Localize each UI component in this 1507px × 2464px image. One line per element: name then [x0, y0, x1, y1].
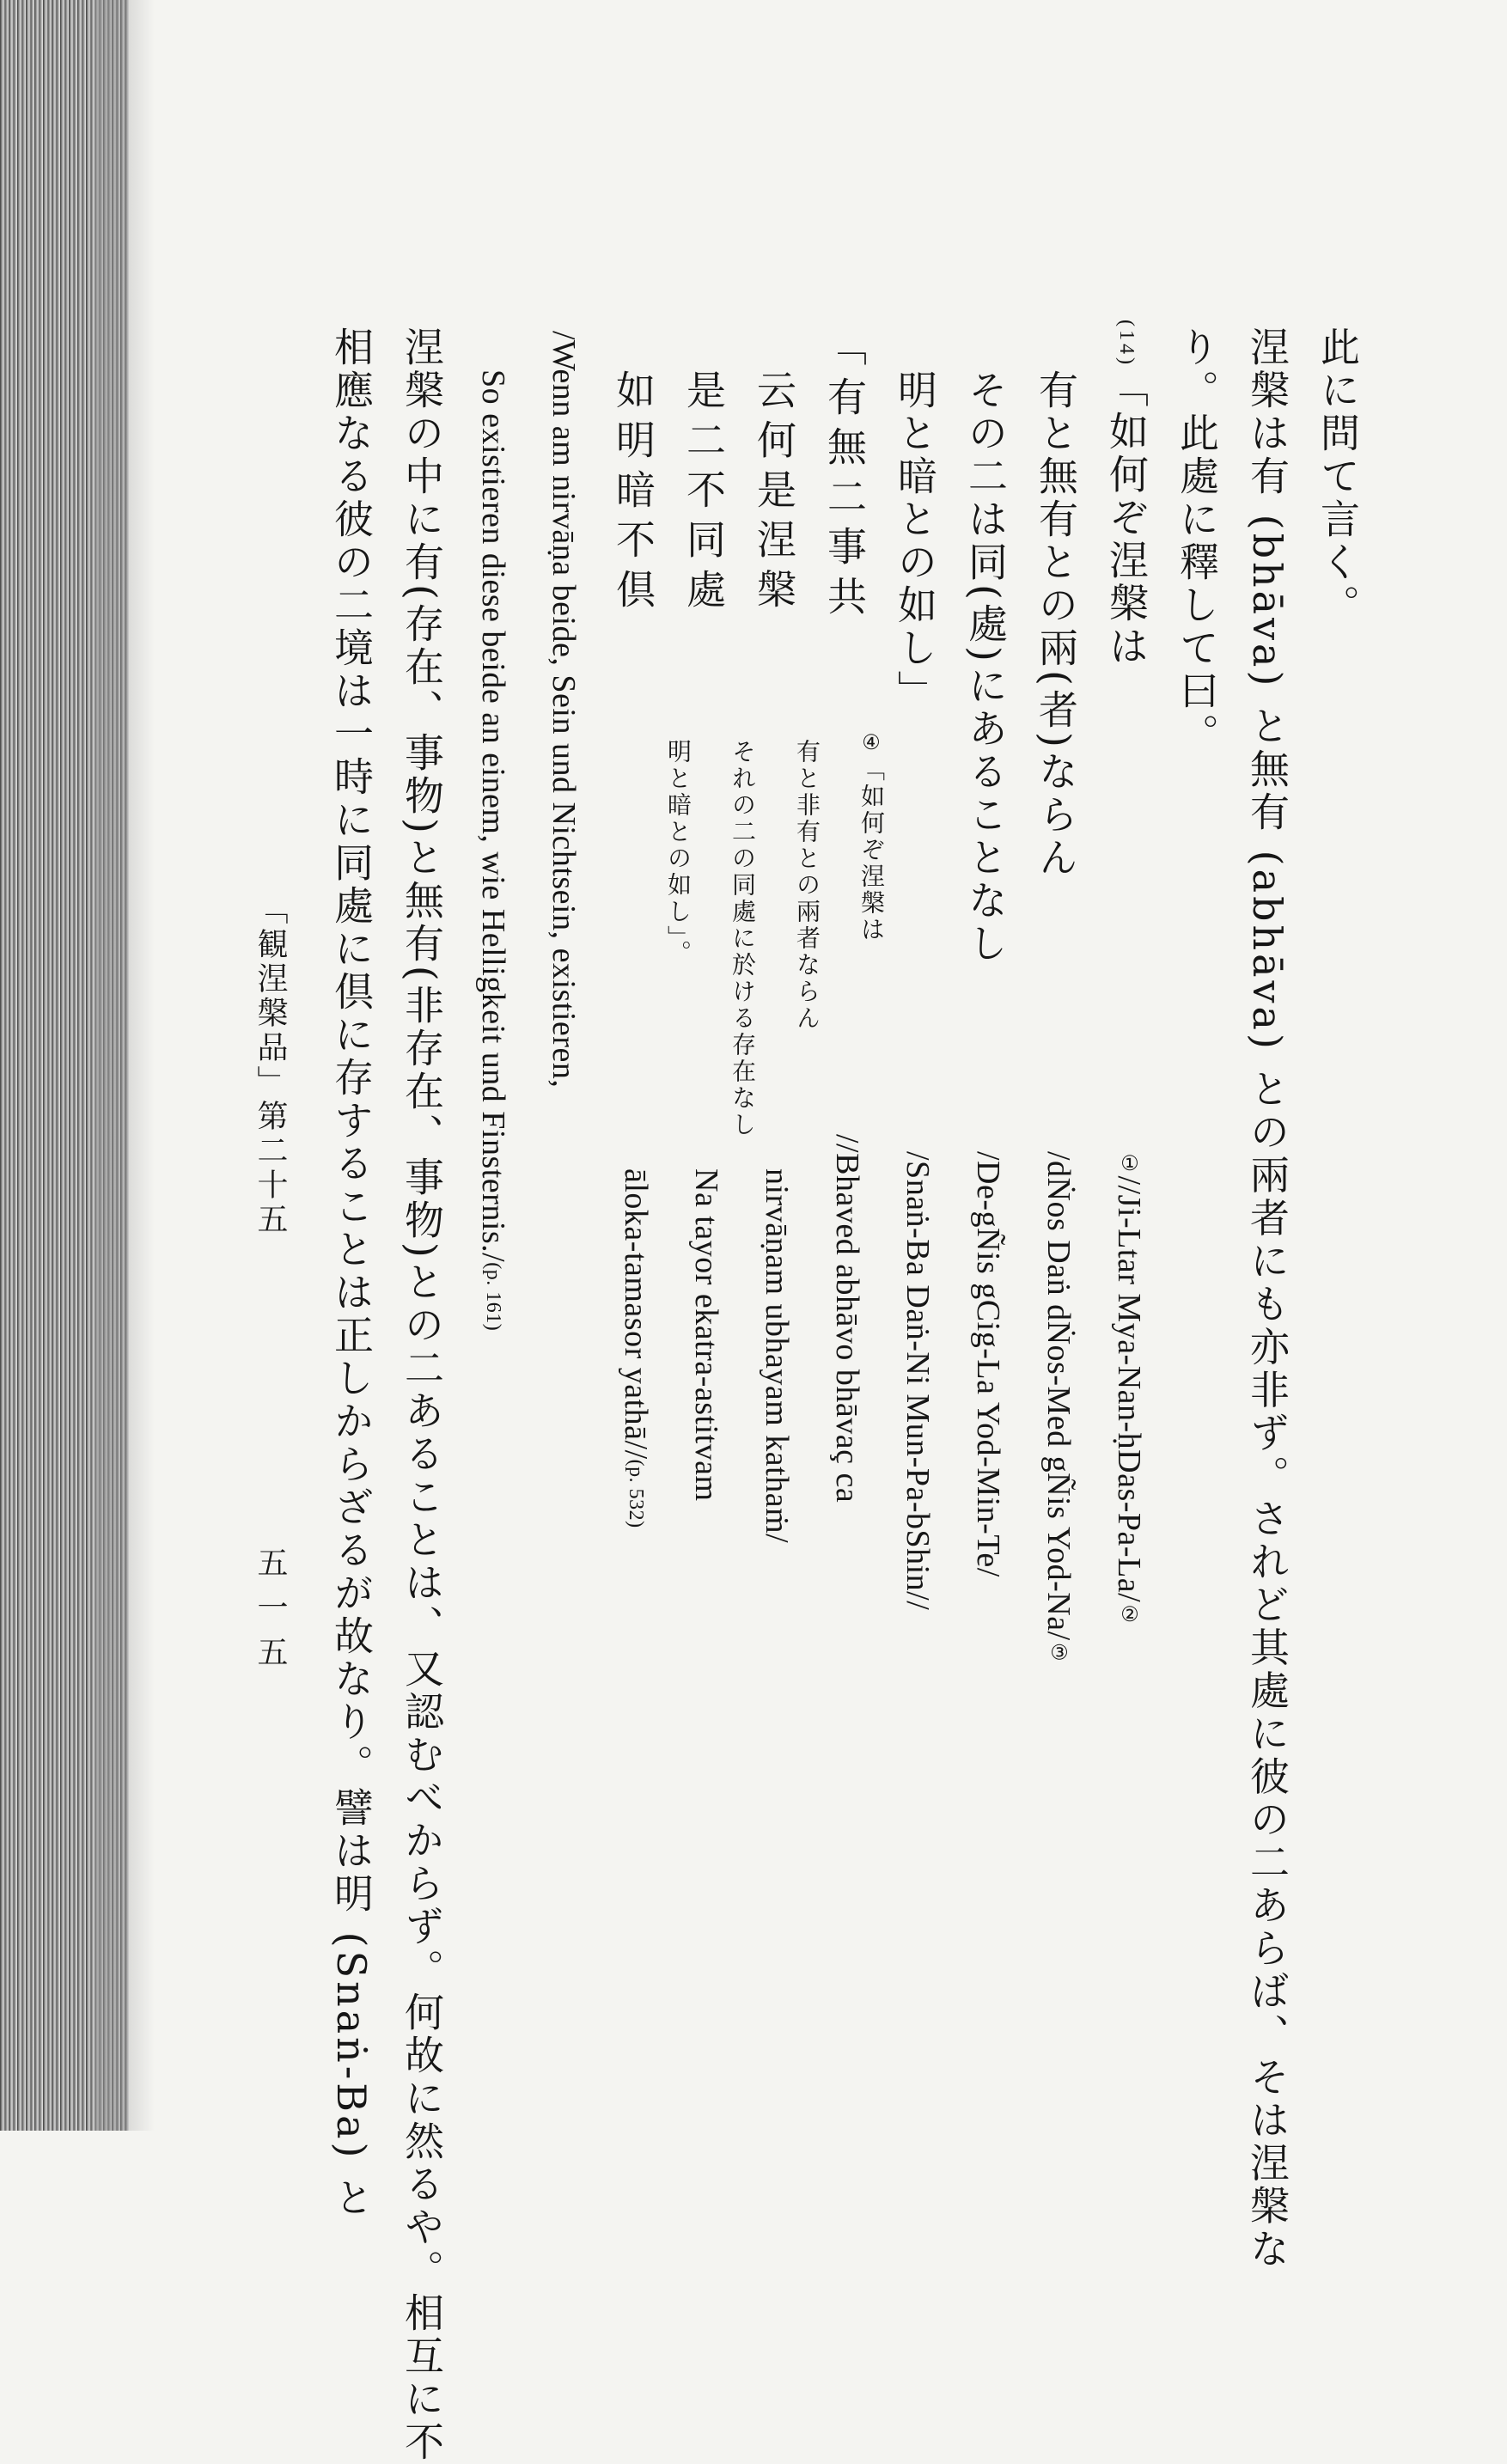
chinese-verse-4: 如明暗不倶 — [610, 369, 656, 619]
chinese-verse-2: 云何是涅槃 — [751, 369, 797, 619]
text-line-15: 相應なる彼の二境は一時に同處に倶に存することは正しからざるが故なり。譬は明 (Snaṅ-Ba) と — [328, 326, 375, 2221]
verse-number: (14) — [1115, 320, 1138, 368]
text-line-14: 涅槃の中に有(存在、事物)と無有(非存在、事物)との二あることは、又認むべからず。何故に然るや。相互に不 — [399, 326, 445, 2464]
spine-fade — [95, 0, 155, 2131]
page-ref: (p. 161) — [482, 1262, 504, 1332]
sanskrit-line-4: āloka-tamasor yathā//(p. 532) — [618, 1168, 654, 1528]
tibetan-line-2: /dṄos Daṅ dṄos-Med gÑis Yod-Na/③ — [1040, 1151, 1077, 1666]
verse-line-3: その二は同(處)にあることなし — [962, 369, 1009, 966]
tibetan-line-4: /Snaṅ-Ba Daṅ-Ni Mun-Pa-bShin// — [900, 1151, 936, 1611]
page-number: 五一五 — [253, 1546, 288, 1680]
german-line-2: So existieren diese beide an einem, wie Helligkeit und Finsternis./(p. 161) — [475, 369, 511, 1332]
text-line-2: 涅槃は有 (bhāva) と無有 (abhāva) との兩者にも亦非ず。されど其處に彼の二あらば、そは涅槃な — [1244, 326, 1290, 2272]
verse-text: 「如何ぞ涅槃は — [1103, 367, 1150, 668]
verse-line-4: 明と暗との如し」 — [892, 369, 938, 713]
tibetan-line-1: ①//Ji-Ltar Mya-Nan-ḥDas-Pa-La/② — [1111, 1151, 1147, 1627]
gloss-line-2: 有と非有との兩者ならん — [793, 739, 821, 1032]
german-line-1: /Wenn am nirvāṇa beide, Sein und Nichtsein, existieren, — [546, 331, 582, 1089]
text-line-3: り。此處に釋して曰。 — [1174, 326, 1220, 756]
tibetan-line-3: /De-gÑis gCig-La Yod-Min-Te/ — [970, 1151, 1006, 1577]
gloss-line-3: それの二の同處に於ける存在なし — [729, 739, 757, 1138]
running-title: 「観涅槃品」第二十五 — [253, 894, 288, 1237]
text-line-1: 此に問て言く。 — [1315, 326, 1361, 627]
gloss-line-4: 明と暗との如し」。 — [664, 739, 692, 967]
gloss-line-1: ④「如何ぞ涅槃は — [857, 730, 886, 943]
verse-line-1 — [1103, 320, 1150, 668]
sanskrit-line-2: nirvāṇam ubhayam kathaṁ/ — [759, 1168, 795, 1544]
sanskrit-line-3: Na tayor ekatra-astitvam — [688, 1168, 724, 1502]
sanskrit-line-1: //Bhaved abhāvo bhāvaç ca — [829, 1134, 865, 1503]
chinese-verse-3: 是二不同處 — [680, 369, 727, 619]
chinese-verse-1: 「有無二事共 — [821, 326, 868, 625]
verse-line-2: 有と無有との兩(者)ならん — [1033, 369, 1079, 880]
